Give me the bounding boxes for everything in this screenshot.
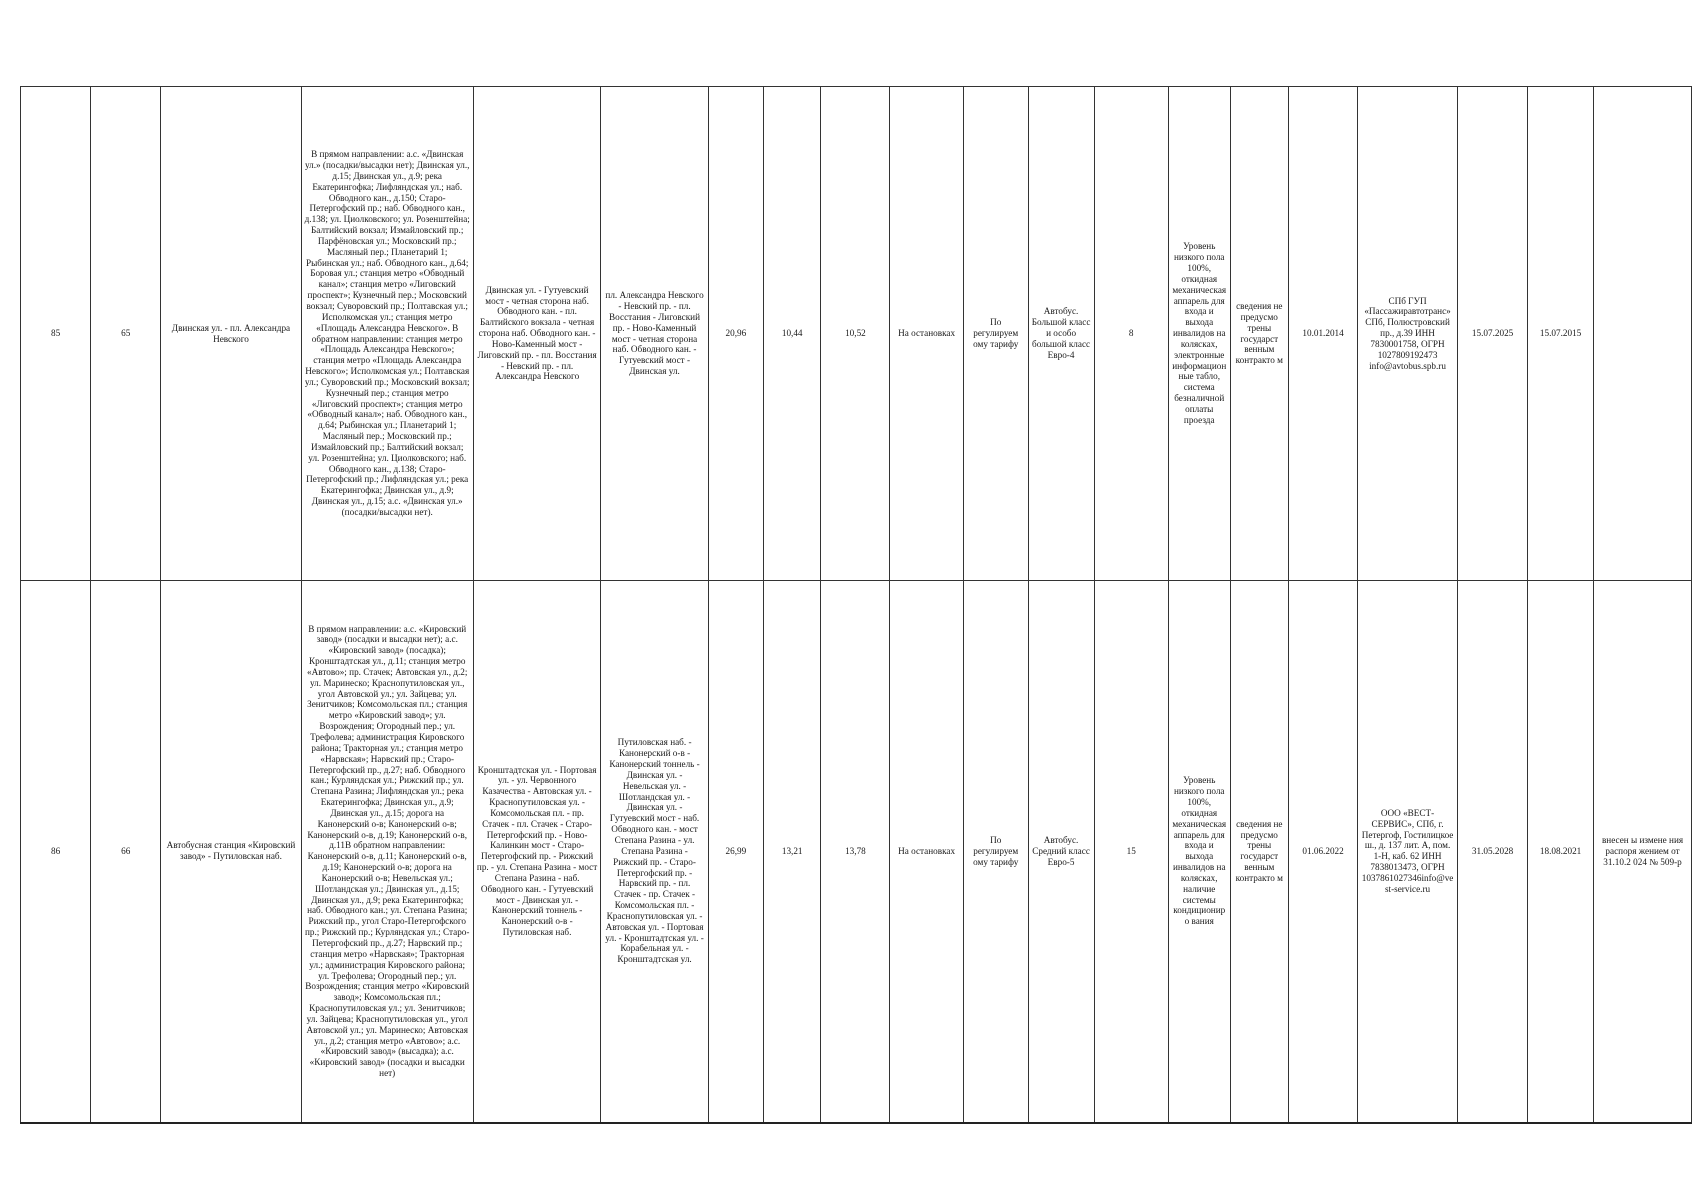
route-note: внесен ы измене ния распоря жением от 31.10.2 024 № 509-р [1594,581,1692,1123]
vehicle-features: Уровень низкого пола 100%, откидная механическая аппарель для входа и выхода инвалидов на колясках, электронные информационные табло, система безналичной оплаты проезда [1168,87,1230,581]
route-length-backward: 10,52 [821,87,890,581]
route-name: Двинская ул. - пл. Александра Невского [161,87,301,581]
registration-number: 85 [21,87,91,581]
tariff-type: По регулируем ому тарифу [963,87,1028,581]
vehicle-count: 15 [1094,581,1168,1123]
route-register-table [20,86,1692,1124]
vehicle-features: Уровень низкого пола 100%, откидная механическая аппарель для входа и выхода инвалидов на колясках, наличие системы кондициониро вания [1168,581,1230,1123]
streets-backward: пл. Александра Невского - Невский пр. - пл. Восстания - Лиговский пр. - Ново-Каменный мост - четная сторона наб. Обводного кан. - Гутуевский мост - Двинская ул. [601,87,708,581]
contract-info: сведения не предусмо трены государст венным контракто м [1230,87,1288,581]
stop-order: На остановках [890,581,963,1123]
streets-forward: Двинская ул. - Гутуевский мост - четная сторона наб. Обводного кан. - пл. Балтийского вокзала - четная сторона наб. Обводного кан. - Ново-Каменный мост - Лиговский пр. - пл. Восстания - Невский пр. - пл. Александра Невского [473,87,601,581]
route-stops: В прямом направлении: а.с. «Двинская ул.» (посадки/высадки нет); Двинская ул., д.15; Двинская ул., д.9; река Екатерингофка; Лифляндская ул.; наб. Обводного кан., д.150; Старо-Петергофский пр.; наб. Обводного кан., д.138; ул. Циолковского; ул. Розенштейна; Балтийский вокзал; Измайловский пр.; Парфёновская ул.; Московский пр.; Масляный пер.; Планетарий 1; Рыбинская ул.; наб. Обводного кан., д.64; Боровая ул.; станция метро «Обводный канал»; станция метро «Лиговский проспект»; Кузнечный пер.; Московский вокзал; Суворовский пр.; Полтавская ул.; Исполкомская ул.; станция метро «Площадь Александра Невского». В обратном направлении: станция метро «Площадь Александра Невского»; станция метро «Площадь Александра Невского»; Исполкомская ул.; Полтавская ул.; Суворовский пр.; Московский вокзал; Кузнечный пер.; станция метро «Лиговский проспект»; станция метро «Обводный канал»; наб. Обводного кан., д.64; Рыбинская ул.; Планетарий 1; Масляный пер.; Московский пр.; Измайловский пр.; Балтийский вокзал; ул. Розенштейна; ул. Циолковского; наб. Обводного кан., д.138; Старо-Петергофский пр.; Лифляндская ул.; река Екатерингофка; Двинская ул., д.9; Двинская ул., д.15; а.с. «Двинская ул.» (посадки/высадки нет). [301,87,473,581]
stop-order: На остановках [890,87,963,581]
route-length-total: 26,99 [708,581,763,1123]
vehicle-class: Автобус. Большой класс и особо большой класс Евро-4 [1028,87,1094,581]
route-number: 65 [91,87,161,581]
end-date: 31.05.2028 [1458,581,1528,1123]
carrier-info: СПб ГУП «Пассажиравтотранс» СПб, Полюстровский пр., д.39 ИНН 7830001758, ОГРН 1027809192473 info@avtobus.spb.ru [1358,87,1458,581]
vehicle-count: 8 [1094,87,1168,581]
route-name: Автобусная станция «Кировский завод» - Путиловская наб. [161,581,301,1123]
tariff-type: По регулируем ому тарифу [963,581,1028,1123]
route-stops: В прямом направлении: а.с. «Кировский завод» (посадки и высадки нет); а.с. «Кировский завод» (посадка); Кронштадтская ул., д.11; станция метро «Автово»; пр. Стачек; Автовская ул., д.2; ул. Маринеско; Краснопутиловская ул., угол Автовской ул.; ул. Зайцева; ул. Зенитчиков; Комсомольская пл.; станция метро «Кировский завод»; ул. Возрождения; Огородный пер.; ул. Трефолева; администрация Кировского района; Тракторная ул.; станция метро «Нарвская»; Нарвский пр.; Старо-Петергофский пр., д.27; наб. Обводного кан.; Курляндская ул.; Рижский пр.; ул. Степана Разина; Лифляндская ул.; река Екатерингофка; Двинская ул., д.9; Двинская ул., д.15; дорога на Канонерский о-в; Канонерский о-в; Канонерский о-в, д.19; Канонерский о-в, д.11В обратном направлении: Канонерский о-в, д.11; Канонерский о-в, д.19; Канонерский о-в; дорога на Канонерский о-в; Невельская ул.; Шотландская ул.; Двинская ул., д.15; Двинская ул., д.9; река Екатерингофка; наб. Обводного кан.; ул. Степана Разина; Рижский пр., угол Старо-Петергофского пр.; Рижский пр.; Курляндская ул.; Старо-Петергофский пр., д.27; Нарвский пр.; станция метро «Нарвская»; Тракторная ул.; администрация Кировского района; ул. Трефолева; Огородный пер.; ул. Возрождения; станция метро «Кировский завод»; Комсомольская пл.; Краснопутиловская ул.; ул. Зенитчиков; ул. Зайцева; Краснопутиловская ул., угол Автовской ул.; ул. Маринеско; Автовская ул., д.2; станция метро «Автово»; а.с. «Кировский завод» (высадка); а.с. «Кировский завод» (посадки и высадки нет) [301,581,473,1123]
change-date: 15.07.2015 [1528,87,1594,581]
streets-backward: Путиловская наб. - Канонерский о-в - Канонерский тоннель - Двинская ул. - Невельская ул. - Шотландская ул. - Двинская ул. - Гутуевский мост - наб. Обводного кан. - мост Степана Разина - ул. Степана Разина - Рижский пр. - Старо-Петергофский пр. - Нарвский пр. - пл. Стачек - пр. Стачек - Комсомольская пл. - Краснопутиловская ул. - Автовская ул. - Портовая ул. - Кронштадтская ул. - Корабельная ул. - Кронштадтская ул. [601,581,708,1123]
route-length-total: 20,96 [708,87,763,581]
route-number: 66 [91,581,161,1123]
contract-info: сведения не предусмо трены государст венным контракто м [1230,581,1288,1123]
registration-number: 86 [21,581,91,1123]
route-length-forward: 13,21 [763,581,820,1123]
route-length-forward: 10,44 [763,87,820,581]
start-date: 10.01.2014 [1289,87,1358,581]
route-row [21,87,1692,581]
end-date: 15.07.2025 [1458,87,1528,581]
carrier-info: ООО «ВЕСТ-СЕРВИС», СПб, г. Петергоф, Гостилицкое ш., д. 137 лит. А, пом. 1-Н, каб. 62 ИНН 7838013473, ОГРН 1037861027346info@vest-service.ru [1358,581,1458,1123]
route-note [1594,87,1692,581]
vehicle-class: Автобус. Средний класс Евро-5 [1028,581,1094,1123]
route-length-backward: 13,78 [821,581,890,1123]
streets-forward: Кронштадтская ул. - Портовая ул. - ул. Червонного Казачества - Автовская ул. - Краснопутиловская ул. - Комсомольская пл. - пр. Стачек - пл. Стачек - Старо-Петергофский пр. - Ново-Калинкин мост - Старо-Петергофский пр. - Рижский пр. - ул. Степана Разина - мост Степана Разина - наб. Обводного кан. - Гутуевский мост - Двинская ул. - Канонерский тоннель - Канонерский о-в - Путиловская наб. [473,581,601,1123]
start-date: 01.06.2022 [1289,581,1358,1123]
route-row [21,581,1692,1123]
change-date: 18.08.2021 [1528,581,1594,1123]
